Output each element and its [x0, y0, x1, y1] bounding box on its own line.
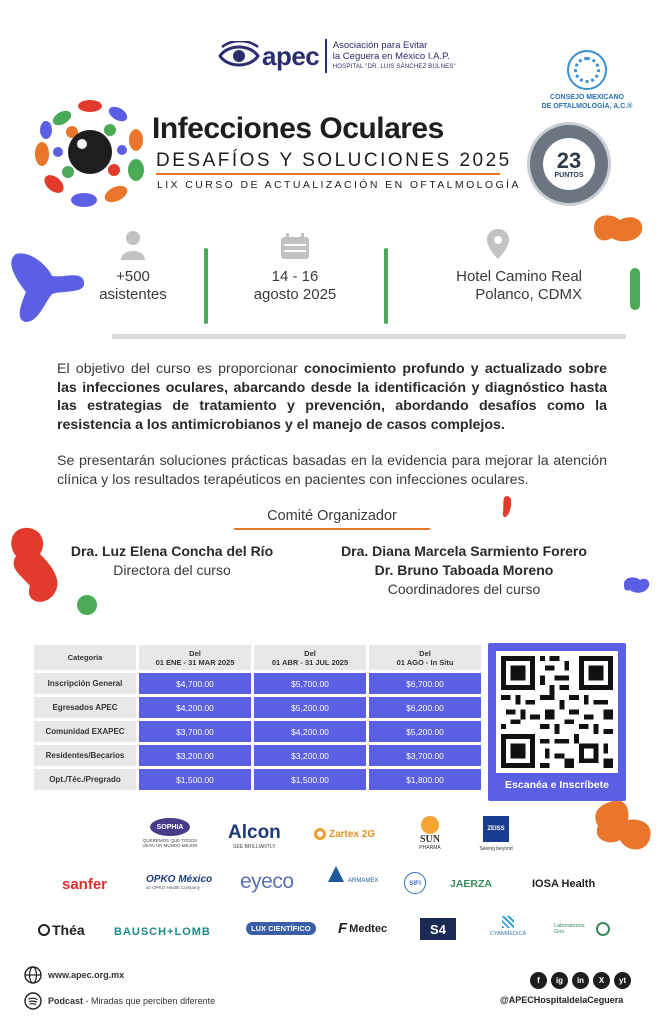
registration-qr[interactable]	[488, 643, 626, 801]
info-underline	[112, 334, 626, 339]
price-cell: $1,800.00	[369, 769, 481, 790]
info-attendees	[58, 228, 208, 304]
row-category: Comunidad EXAPEC	[34, 721, 136, 742]
sponsor-jaerza-logo: JAERZA	[450, 878, 493, 890]
coordinators-block	[320, 542, 608, 599]
footer-podcast[interactable]	[24, 992, 215, 1010]
pricing-header-row	[34, 645, 484, 670]
price-cell: $3,200.00	[254, 745, 366, 766]
table-row	[34, 769, 484, 790]
social-handle[interactable]: @APECHospitaldelaCeguera	[500, 995, 624, 1005]
header-period-2: Del 01 ABR - 31 JUL 2025	[254, 645, 366, 670]
sponsor-sun-pharma-logo: SUN PHARMA	[410, 816, 450, 851]
qr-code-icon[interactable]	[496, 651, 618, 773]
header-period-3: Del 01 AGO - In Situ	[369, 645, 481, 670]
eye-graphic-icon	[32, 96, 148, 208]
dates-days: 14 - 16	[271, 268, 319, 285]
youtube-icon[interactable]: yt	[614, 972, 631, 989]
social-icons	[530, 972, 631, 989]
decor-blob-blue-small	[622, 574, 652, 596]
header-period-1: Del 01 ENE - 31 MAR 2025	[139, 645, 251, 670]
sponsor-s4-logo: S4	[420, 918, 456, 940]
website-url[interactable]: www.apec.org.mx	[48, 970, 125, 980]
council-logo	[527, 50, 647, 111]
price-cell: $1,500.00	[139, 769, 251, 790]
description-paragraph-2: Se presentarán soluciones prácticas basadas en la evidencia para mejorar la atención clínica y los resultados terapéuticos en pacientes con infecciones oculares.	[57, 453, 607, 488]
info-venue	[412, 228, 582, 304]
sponsor-iosa-logo: IOSA Health	[532, 878, 596, 890]
sponsor-medtec-logo: F Medtec	[338, 920, 388, 937]
table-row	[34, 697, 484, 718]
sponsor-armamex-logo: ARMAMEX	[326, 864, 378, 884]
table-row	[34, 721, 484, 742]
apec-eye-icon	[218, 41, 260, 71]
price-cell: $4,200.00	[139, 697, 251, 718]
sponsor-sifi-logo: SIFI	[404, 872, 426, 894]
director-block	[52, 542, 292, 580]
sponsor-opko-logo: OPKO México an OPKO Health Company	[146, 874, 213, 890]
director-role: Directora del curso	[113, 562, 231, 578]
sponsor-zeiss-logo: ZEISS Seeing beyond	[474, 816, 518, 852]
org-line-2: la Ceguera en México I.A.P.	[332, 50, 450, 62]
org-line-3: HOSPITAL "DR. LUIS SÁNCHEZ BULNES"	[332, 63, 456, 70]
committee-underline	[234, 528, 430, 530]
sponsor-eyeco-logo: eyeco	[240, 870, 294, 893]
committee-heading: Comité Organizador	[267, 508, 397, 524]
coordinators-role: Coordinadores del curso	[387, 581, 541, 597]
calendar-icon	[280, 232, 310, 260]
coordinator-1-name: Dra. Diana Marcela Sarmiento Forero	[341, 543, 587, 559]
dates-month: agosto 2025	[253, 286, 337, 303]
footer-website[interactable]	[24, 966, 124, 984]
price-cell: $4,200.00	[254, 721, 366, 742]
x-icon[interactable]: X	[593, 972, 610, 989]
attendees-label: asistentes	[99, 286, 167, 303]
sponsor-grin-logo: Laboratorios Grin	[554, 922, 610, 936]
price-cell: $5,200.00	[369, 721, 481, 742]
points-label: PUNTOS	[554, 171, 584, 179]
sponsor-alcon-logo: Alcon SEE BRILLIANTLY	[228, 822, 281, 850]
decor-mark-red	[500, 494, 514, 522]
decor-blob-orange-bottom	[590, 796, 656, 858]
sponsor-sophia-logo: SOPHIA QUEREMOS QUE TODOS VEAN UN MUNDO MEJOR	[140, 818, 200, 848]
sponsor-sanfer-logo: sanfer	[62, 876, 108, 893]
pricing-table	[34, 645, 484, 793]
apec-org-text	[333, 40, 456, 73]
course-name: LIX CURSO DE ACTUALIZACIÓN EN OFTALMOLOGÍA	[157, 179, 521, 191]
council-text: CONSEJO MEXICANO DE OFTALMOLOGÍA, A.C.®	[541, 94, 633, 110]
info-divider-1	[204, 248, 208, 324]
spotify-icon	[24, 992, 42, 1010]
globe-icon	[24, 966, 42, 984]
price-cell: $5,200.00	[254, 697, 366, 718]
description-paragraph-1: El objetivo del curso es proporcionar conocimiento profundo y actualizado sobre las infecciones oculares, abarcando desde la identificación y diagnóstico hasta las estrategias de tratamiento y prevención, abordando desafíos como la resistencia a los antimicrobianos y el manejo de casos complejos.	[57, 361, 607, 433]
info-dates	[220, 228, 370, 304]
price-cell: $3,700.00	[139, 721, 251, 742]
apec-logo	[218, 32, 458, 80]
qr-label: Escanéa e Inscríbete	[505, 779, 609, 791]
apec-divider	[325, 39, 327, 73]
apec-wordmark: apec	[262, 40, 320, 71]
price-cell: $3,700.00	[369, 745, 481, 766]
linkedin-icon[interactable]: in	[572, 972, 589, 989]
sponsor-thea-logo: Théa	[38, 922, 85, 938]
price-cell: $5,700.00	[254, 673, 366, 694]
event-subtitle: DESAFÍOS Y SOLUCIONES 2025	[156, 150, 512, 171]
points-number: 23	[556, 147, 582, 173]
podcast-label: Podcast	[48, 996, 84, 1006]
decor-dot-green	[76, 594, 98, 616]
venue-city: Polanco, CDMX	[475, 286, 582, 303]
org-line-1: Asociación para Evitar	[332, 39, 428, 51]
sponsor-zartex-logo: Zartex 2G	[314, 828, 375, 840]
info-divider-2	[384, 248, 388, 324]
title-underline	[156, 173, 500, 175]
venue-name: Hotel Camino Real	[456, 268, 582, 285]
event-title: Infecciones Oculares	[152, 112, 444, 145]
council-seal-icon	[567, 50, 607, 90]
sponsor-bausch-lomb-logo: BAUSCH+LOMB	[114, 926, 211, 938]
price-cell: $1,500.00	[254, 769, 366, 790]
table-row	[34, 745, 484, 766]
points-badge	[527, 122, 611, 206]
location-pin-icon	[486, 228, 510, 260]
decor-blob-orange-top	[590, 210, 646, 246]
price-cell: $3,200.00	[139, 745, 251, 766]
header-category: Categoría	[34, 645, 136, 670]
row-category: Opt./Téc./Pregrado	[34, 769, 136, 790]
row-category: Egresados APEC	[34, 697, 136, 718]
sponsor-lux-logo: LUX CIENTÍFICO	[246, 922, 316, 935]
attendees-count: +500	[116, 268, 150, 285]
price-cell: $4,700.00	[139, 673, 251, 694]
row-category: Residentes/Becarios	[34, 745, 136, 766]
price-cell: $6,200.00	[369, 697, 481, 718]
facebook-icon[interactable]: f	[530, 972, 547, 989]
price-cell: $6,700.00	[369, 673, 481, 694]
coordinator-2-name: Dr. Bruno Taboada Moreno	[374, 562, 554, 578]
decor-bar-green	[628, 266, 642, 312]
podcast-title: - Miradas que perciben diferente	[83, 996, 216, 1006]
director-name: Dra. Luz Elena Concha del Río	[70, 543, 274, 559]
instagram-icon[interactable]: ig	[551, 972, 568, 989]
sponsor-cyanmedica-logo: CYANMEDICA	[480, 916, 536, 937]
person-icon	[120, 230, 146, 260]
table-row	[34, 673, 484, 694]
row-category: Inscripción General	[34, 673, 136, 694]
